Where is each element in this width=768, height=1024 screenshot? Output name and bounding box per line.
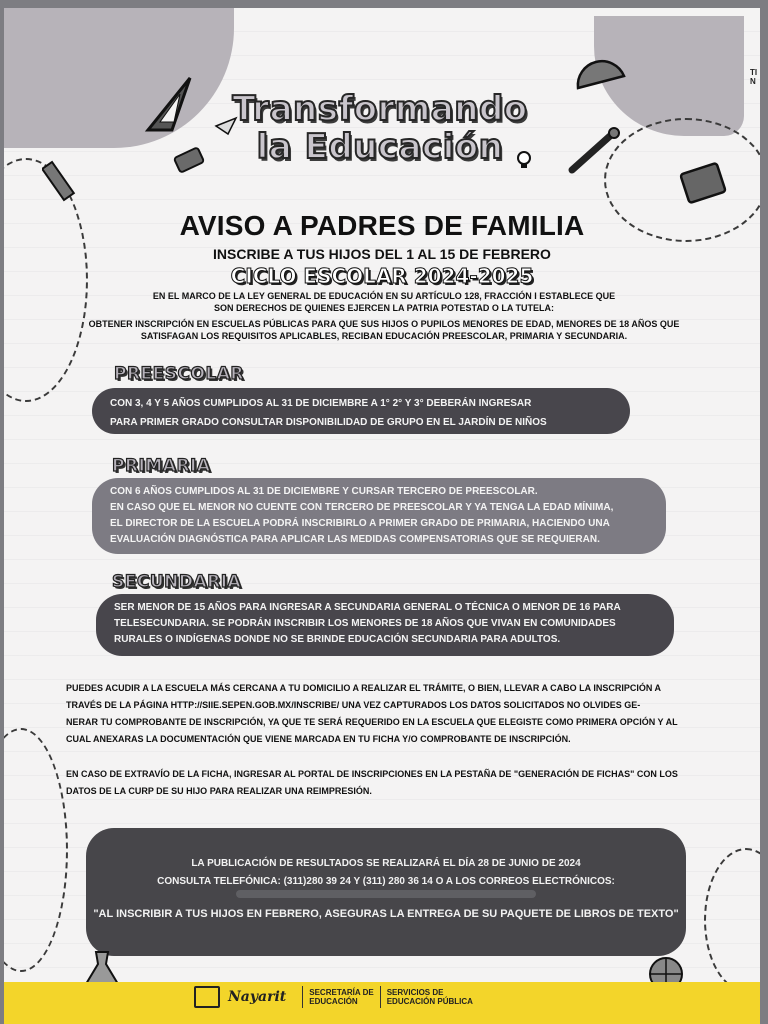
campaign-title: [230, 90, 530, 166]
logo-text: EDUCACIÓN: [309, 997, 358, 1006]
enrollment-dates: INSCRIBE A TUS HIJOS DEL 1 AL 15 DE FEBRERO: [213, 246, 551, 262]
textbook-quote: "AL INSCRIBIR A TUS HIJOS EN FEBRERO, ASEGURAS LA ENTREGA DE SU PAQUETE DE LIBROS DE TEXTO": [93, 908, 679, 920]
set-square-icon: [140, 72, 200, 136]
footer-logos: [194, 984, 473, 1010]
logo-divider: [380, 986, 381, 1008]
requirement-line: CON 6 AÑOS CUMPLIDOS AL 31 DE DICIEMBRE Y CURSAR TERCERO DE PREESCOLAR.: [110, 486, 538, 497]
secundaria-title: SECUNDARIA: [112, 572, 242, 592]
legal-line: SON DERECHOS DE QUIENES EJERCEN LA PATRIA POTESTAD O LA TUTELA:: [213, 303, 555, 313]
requirement-line: RURALES O INDÍGENAS DONDE NO SE BRINDE EDUCACIÓN SECUNDARIA PARA ADULTOS.: [114, 634, 561, 645]
requirement-line: PARA PRIMER GRADO CONSULTAR DISPONIBILIDAD DE GRUPO EN EL JARDÍN DE NIÑOS: [110, 417, 547, 428]
requirement-line: CON 3, 4 Y 5 AÑOS CUMPLIDOS AL 31 DE DICIEMBRE A 1° 2° Y 3° DEBERÁN INGRESAR: [110, 398, 532, 409]
legal-line: SATISFAGAN LOS REQUISITOS APLICABLES, RECIBAN EDUCACIÓN PREESCOLAR, PRIMARIA Y SECUNDARIA.: [140, 331, 628, 341]
dashed-swirl-bottom-right: [704, 848, 760, 992]
instruction-line: EN CASO DE EXTRAVÍO DE LA FICHA, INGRESAR AL PORTAL DE INSCRIPCIONES EN LA PESTAÑA DE "GENERACIÓN DE FICHAS" CON LOS: [66, 769, 678, 779]
requirement-line: EVALUACIÓN DIAGNÓSTICA PARA APLICAR LAS MEDIDAS COMPENSATORIAS QUE SE REQUIERAN.: [110, 534, 600, 545]
lost-form-instructions: [66, 766, 706, 800]
notebook-icon: [676, 158, 732, 212]
sec-education-logo: [309, 988, 373, 1006]
paintbrush-icon: [564, 126, 624, 176]
side-note: TI N: [750, 68, 758, 86]
logo-text: SERVICIOS DE: [386, 988, 444, 997]
requirement-line: TELESECUNDARIA. SE PODRÁN INSCRIBIR LOS MENORES DE 18 AÑOS QUE VIVAN EN COMUNIDADES: [114, 618, 616, 629]
pencil-icon: [42, 158, 86, 212]
instruction-line: DATOS DE LA CURP DE SU HIJO PARA REALIZAR UNA REIMPRESIÓN.: [66, 786, 372, 796]
instruction-line: TRAVÉS DE LA PÁGINA HTTP://SIIE.SEPEN.GOB.MX/INSCRIBE/ UNA VEZ CAPTURADOS LOS DATOS SOLICITADOS NO OLVIDES GE-: [66, 700, 641, 710]
legal-basis: [64, 290, 704, 314]
nayarit-logo: Nayarit: [228, 989, 287, 1005]
preescolar-title: PREESCOLAR: [114, 364, 245, 384]
legal-line: OBTENER INSCRIPCIÓN EN ESCUELAS PÚBLICAS PARA QUE SUS HIJOS O PUPILOS MENORES DE EDAD, MENORES DE 18 AÑOS QUE: [88, 319, 680, 329]
title-line-2: la Educación: [256, 127, 504, 167]
requirement-line: EN CASO QUE EL MENOR NO CUENTE CON TERCERO DE PREESCOLAR Y YA TENGA LA EDAD MÍNIMA,: [110, 502, 614, 513]
phone-contact: CONSULTA TELEFÓNICA: (311)280 39 24 Y (311) 280 36 14 O A LOS CORREOS ELECTRÓNICOS:: [157, 876, 615, 887]
redacted-emails: [236, 890, 536, 898]
flyer-page: [4, 8, 760, 1024]
logo-divider: [302, 986, 303, 1008]
state-seal-icon: [194, 986, 220, 1008]
results-box: [86, 828, 686, 956]
logo-text: EDUCACIÓN PÚBLICA: [386, 997, 473, 1006]
instruction-line: PUEDES ACUDIR A LA ESCUELA MÁS CERCANA A TU DOMICILIO A REALIZAR EL TRÁMITE, O BIEN, LLEVAR A CABO LA INSCRIPCIÓN A: [66, 683, 662, 693]
legal-right: [64, 318, 704, 342]
title-line-1: Transformando: [232, 89, 528, 129]
sepen-logo: [387, 988, 473, 1006]
dashed-swirl-bottom-left: [4, 728, 68, 972]
primaria-title: PRIMARIA: [112, 456, 211, 476]
legal-line: EN EL MARCO DE LA LEY GENERAL DE EDUCACIÓN EN SU ARTÍCULO 128, FRACCIÓN I ESTABLECE QUE: [152, 291, 616, 301]
primaria-requirements: [92, 478, 666, 554]
preescolar-requirements: [92, 388, 630, 434]
school-cycle: CICLO ESCOLAR 2024-2025: [230, 264, 534, 288]
logo-text: SECRETARÍA DE: [309, 988, 374, 997]
notice-heading: AVISO A PADRES DE FAMILIA: [179, 210, 585, 241]
secundaria-requirements: [96, 594, 674, 656]
eraser-icon: [170, 144, 210, 180]
instruction-line: CUAL ANEXARAS LA DOCUMENTACIÓN QUE VIENE MARCADA EN TU FICHA Y/O COMPROBANTE DE INSCRIPCIÓN.: [66, 734, 571, 744]
instruction-line: NERAR TU COMPROBANTE DE INSCRIPCIÓN, YA QUE TE SERÁ REQUERIDO EN LA ESCUELA QUE ELEGISTE COMO PRIMERA OPCIÓN Y AL: [66, 717, 678, 727]
protractor-icon: [574, 52, 628, 96]
requirement-line: SER MENOR DE 15 AÑOS PARA INGRESAR A SECUNDARIA GENERAL O TÉCNICA O MENOR DE 16 PARA: [114, 602, 621, 613]
enrollment-instructions: [66, 680, 706, 748]
requirement-line: EL DIRECTOR DE LA ESCUELA PODRÁ INSCRIBIRLO A PRIMER GRADO DE PRIMARIA, HACIENDO UNA: [110, 518, 610, 529]
results-date: LA PUBLICACIÓN DE RESULTADOS SE REALIZARÁ EL DÍA 28 DE JUNIO DE 2024: [191, 858, 581, 869]
